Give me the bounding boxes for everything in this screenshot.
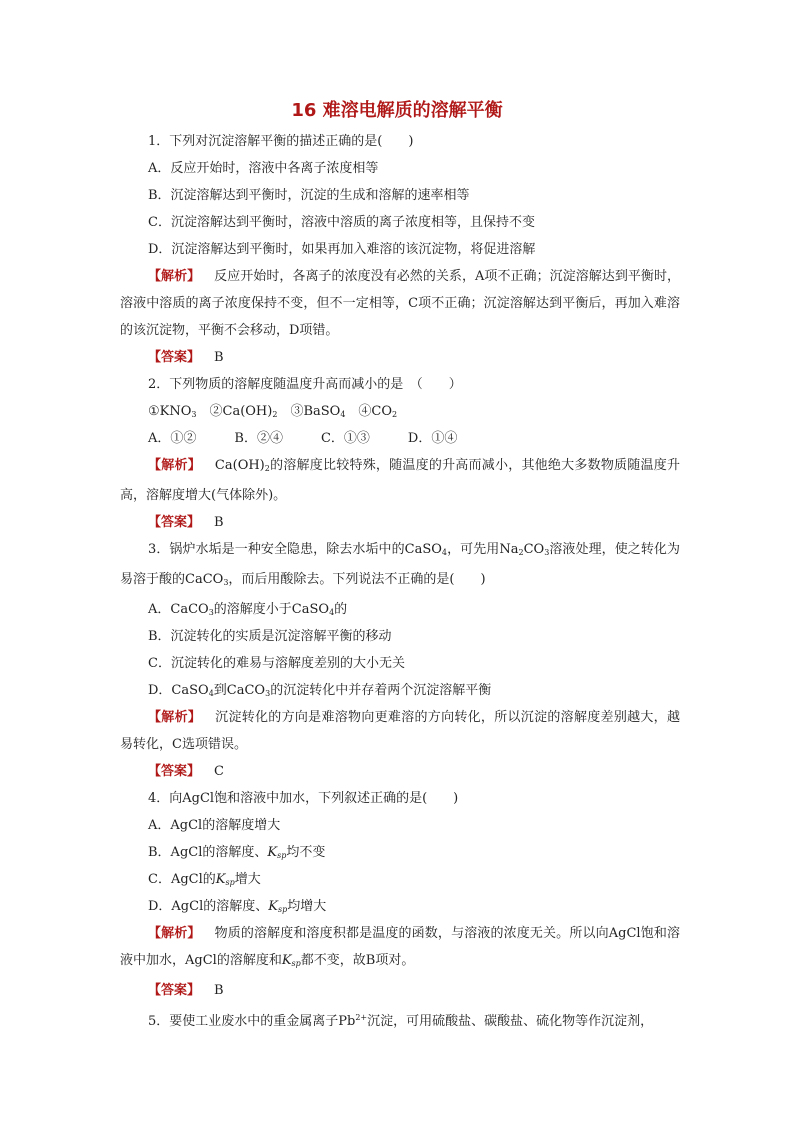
question-3-option-a: A．CaCO$_3$的溶解度小于CaSO$_4$的 bbox=[148, 602, 348, 617]
question-2-options bbox=[120, 425, 680, 452]
question-2-option-a: A．①② bbox=[148, 431, 197, 446]
question-2-stem: 2．下列物质的溶解度随温度升高而减小的是 （ ） bbox=[148, 377, 462, 392]
answer-label: 【答案】 bbox=[148, 350, 201, 365]
analysis-text: 反应开始时，各离子的浓度没有必然的关系，A项不正确；沉淀溶解达到平衡时，溶液中溶质的离子浓度保持不变，但不一定相等，C项不正确；沉淀溶解达到平衡后，再加入难溶的该沉淀物，平衡不会移动，D项错。 bbox=[120, 269, 680, 338]
question-2-items: $①KNO_3$ $②Ca(OH)_2$ ③BaSO$_4$ $④CO_2$ bbox=[148, 404, 398, 419]
question-3-stem: 3．锅炉水垢是一种安全隐患，除去水垢中的CaSO$_4$，可先用$Na_2CO_3$溶液处理，使之转化为易溶于酸的CaCO$_3$，而后用酸除去。下列说法不正确的是( ) bbox=[120, 542, 680, 587]
question-3-option-b: B．沉淀转化的实质是沉淀溶解平衡的移动 bbox=[148, 629, 392, 644]
answer-value: B bbox=[214, 350, 224, 365]
question-4-answer bbox=[120, 977, 680, 1004]
question-list bbox=[120, 128, 680, 1031]
question-4-option-b: B．AgCl的溶解度、$K_{sp}$均不变 bbox=[148, 845, 326, 860]
answer-label: 【答案】 bbox=[148, 764, 201, 779]
question-4-option-d: D．AgCl的溶解度、$K_{sp}$均增大 bbox=[148, 899, 327, 914]
answer-label: 【答案】 bbox=[148, 983, 201, 998]
question-4-stem: 4．向AgCl饱和溶液中加水，下列叙述正确的是( ) bbox=[148, 791, 459, 806]
answer-value: B bbox=[214, 983, 224, 998]
question-3-answer bbox=[120, 758, 680, 785]
answer-value: C bbox=[214, 764, 224, 779]
question-1-answer bbox=[120, 344, 680, 371]
question-2-answer bbox=[120, 509, 680, 536]
question-2-option-d: D．①④ bbox=[407, 431, 458, 446]
question-4-option-c: C．AgCl的$K_{sp}$增大 bbox=[148, 872, 261, 887]
analysis-text: 沉淀转化的方向是难溶物向更难溶的方向转化，所以沉淀的溶解度差别越大，越易转化，C选项错误。 bbox=[120, 710, 680, 752]
question-3-option-c: C．沉淀转化的难易与溶解度差别的大小无关 bbox=[148, 656, 405, 671]
question-1-option-a: A．反应开始时，溶液中各离子浓度相等 bbox=[148, 161, 379, 176]
analysis-label: 【解析】 bbox=[148, 269, 201, 284]
question-3-analysis bbox=[120, 704, 680, 758]
question-5-stem: 5．要使工业废水中的重金属离子$Pb^{2+}$沉淀，可用硫酸盐、碳酸盐、硫化物等作沉淀剂， bbox=[148, 1013, 654, 1029]
question-2-option-b: B．②④ bbox=[234, 431, 283, 446]
document-title: 16 难溶电解质的溶解平衡 bbox=[291, 100, 503, 121]
question-1-option-b: B．沉淀溶解达到平衡时，沉淀的生成和溶解的速率相等 bbox=[148, 188, 470, 203]
answer-value: B bbox=[214, 515, 224, 530]
question-3-option-d: D．CaSO$_4$到CaCO$_3$的沉淀转化中并存着两个沉淀溶解平衡 bbox=[148, 683, 492, 698]
question-1-analysis bbox=[120, 263, 680, 344]
analysis-label: 【解析】 bbox=[148, 458, 201, 473]
analysis-label: 【解析】 bbox=[148, 926, 201, 941]
question-4-analysis: 【解析】 物质的溶解度和溶度积都是温度的函数，与溶液的浓度无关。所以向AgCl饱和溶液中加水，AgCl的溶解度和$K_{sp}$都不变，故B项对。 bbox=[120, 926, 680, 968]
analysis-label: 【解析】 bbox=[148, 710, 202, 725]
answer-label: 【答案】 bbox=[148, 515, 201, 530]
question-1-option-d: D．沉淀溶解达到平衡时，如果再加入难溶的该沉淀物，将促进溶解 bbox=[148, 242, 536, 257]
question-1-option-c: C．沉淀溶解达到平衡时，溶液中溶质的离子浓度相等，且保持不变 bbox=[148, 215, 535, 230]
question-1-stem: 1．下列对沉淀溶解平衡的描述正确的是( ) bbox=[148, 134, 414, 149]
question-4-option-a: A．AgCl的溶解度增大 bbox=[148, 818, 281, 833]
question-2-option-c: C．①③ bbox=[320, 431, 370, 446]
question-2-analysis: 【解析】 $Ca(OH)_2$的溶解度比较特殊，随温度的升高而减小，其他绝大多数物质随温度升高，溶解度增大(气体除外)。 bbox=[120, 458, 680, 503]
